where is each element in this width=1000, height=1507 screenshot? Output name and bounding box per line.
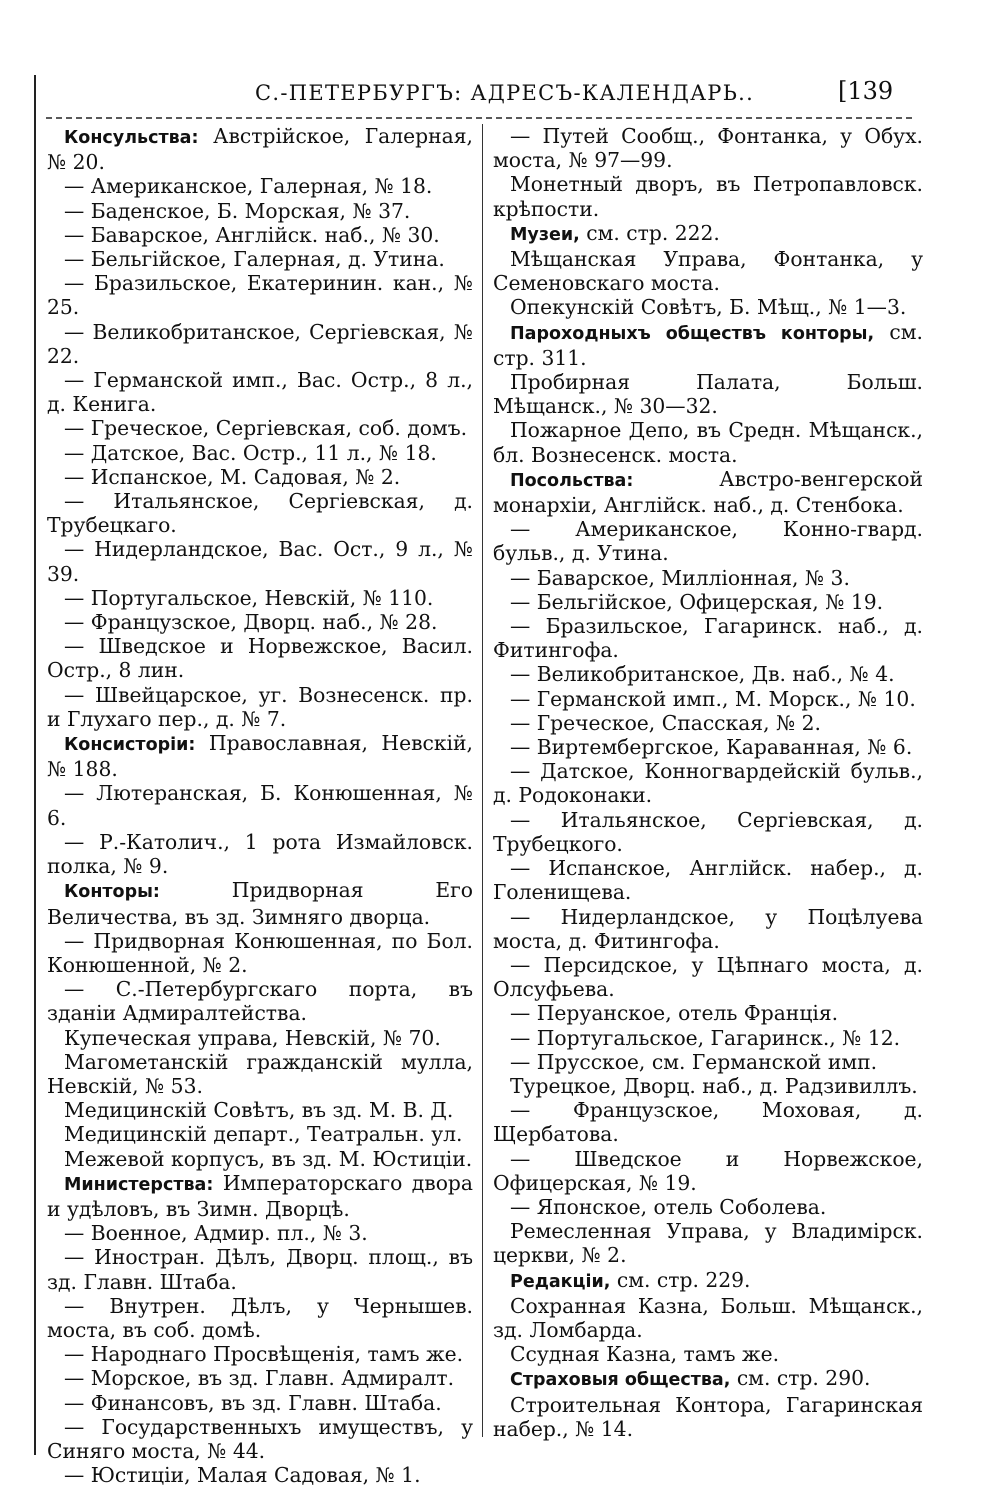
entry-text: — Американское, Конно-гвард. бульв., д. Утина. — [493, 517, 923, 566]
entry-text: — Внутрен. Дѣлъ, у Чернышев. моста, въ соб. домѣ. — [47, 1293, 473, 1342]
entry-text: — Персидское, у Цѣпнаго моста, д. Олсуфьева. — [493, 952, 923, 1002]
directory-entry — [47, 320, 473, 368]
directory-entry — [493, 1001, 923, 1025]
directory-entry — [493, 759, 923, 807]
entry-text: см. стр. 311. — [493, 319, 923, 370]
entry-text: см. стр. 222. — [579, 220, 720, 245]
right-column — [493, 124, 923, 1441]
entry-heading: Пароходныхъ обществъ конторы, — [510, 323, 875, 344]
entry-heading: Музеи, — [510, 224, 580, 245]
running-header: С.-ПЕТЕРБУРГЪ: АДРЕСЪ-КАЛЕНДАРЬ.. — [255, 81, 755, 105]
directory-entry — [493, 711, 923, 735]
directory-entry — [47, 441, 473, 465]
entry-heading: Посольства: — [510, 470, 634, 491]
entry-text: — Великобританское, Дв. наб., № 4. — [510, 662, 895, 687]
entry-text: Монетный дворъ, въ Петропавловск. крѣпости. — [493, 172, 923, 221]
entry-heading: Страховыя общества, — [510, 1370, 731, 1391]
entry-text: — Военное, Адмир. пл., № 3. — [64, 1221, 368, 1246]
directory-entry — [493, 1195, 923, 1219]
directory-entry — [493, 1050, 923, 1074]
entry-text: Австро-венгерской монархіи, Англійск. наб., д. Стенбока. — [493, 466, 923, 518]
entry-text: — С.-Петербургскаго порта, въ зданіи Адмиралтейства. — [47, 977, 473, 1026]
directory-entry — [493, 1342, 923, 1366]
entry-text: — Французское, Моховая, д. Щербатова. — [493, 1098, 923, 1147]
entry-text: Строительная Контора, Гагаринская набер., № 14. — [493, 1392, 923, 1441]
directory-entry — [47, 1221, 473, 1245]
directory-entry — [47, 223, 473, 247]
directory-entry — [493, 566, 923, 590]
directory-entry — [493, 662, 923, 686]
entry-text: Придворная Его Величества, въ зд. Зимняго дворца. — [47, 878, 473, 929]
directory-entry — [493, 1074, 923, 1098]
directory-entry — [493, 856, 923, 904]
entry-text: — Шведское и Норвежское, Офицерская, № 19. — [493, 1146, 923, 1195]
directory-entry — [47, 1026, 473, 1050]
entry-text: — Баденское, Б. Морская, № 37. — [64, 198, 411, 223]
entry-text: — Р.-Католич., 1 рота Измайловск. полка, № 9. — [47, 829, 473, 879]
entry-text: — Итальянское, Сергіевская, д. Трубецкаго. — [47, 489, 473, 538]
directory-entry — [493, 614, 923, 662]
directory-entry — [47, 416, 473, 440]
entry-text: — Финансовъ, въ зд. Главн. Штаба. — [64, 1390, 442, 1415]
entry-text: — Германской имп., М. Морск., № 10. — [510, 686, 916, 711]
entry-text: см. стр. 290. — [730, 1366, 871, 1391]
page-frame-line — [34, 75, 36, 1455]
directory-entry — [47, 683, 473, 731]
directory-entry — [47, 977, 473, 1025]
entry-text: — Прусское, см. Германской имп. — [510, 1049, 878, 1074]
entry-text: — Греческое, Спасская, № 2. — [510, 710, 821, 735]
entry-text: — Швейцарское, уг. Вознесенск. пр. и Глухаго пер., д. № 7. — [47, 682, 473, 731]
directory-entry — [493, 247, 923, 295]
entry-text: — Морское, въ зд. Главн. Адмиралт. — [64, 1366, 455, 1391]
directory-entry — [493, 1294, 923, 1342]
directory-entry — [47, 1147, 473, 1171]
directory-entry — [493, 953, 923, 1001]
directory-entry — [493, 124, 923, 172]
directory-entry — [493, 320, 923, 370]
entry-text: — Итальянское, Сергіевская, д. Трубецкого. — [493, 807, 923, 856]
directory-entry — [493, 221, 923, 247]
entry-text: Императорскаго двора и удѣловъ, въ Зимн. Дворцѣ. — [47, 1170, 473, 1221]
directory-entry — [47, 1171, 473, 1221]
directory-entry — [47, 124, 473, 174]
directory-entry — [47, 781, 473, 829]
directory-entry — [493, 467, 923, 517]
entry-text: — Португальское, Гагаринск., № 12. — [510, 1025, 901, 1050]
entry-text: — Лютеранская, Б. Конюшенная, № 6. — [47, 781, 473, 830]
entry-text: — Нидерландское, Вас. Ост., 9 л., № 39. — [47, 537, 473, 586]
directory-entry — [493, 370, 923, 418]
entry-text: Ремесленная Управа, у Владимірск. церкви, № 2. — [493, 1219, 923, 1268]
directory-entry — [47, 610, 473, 634]
entry-text: — Испанское, Англійск. набер., д. Голенищева. — [493, 856, 923, 905]
entry-text: — Испанское, М. Садовая, № 2. — [64, 464, 401, 489]
entry-heading: Конторы: — [64, 882, 160, 903]
entry-text: Православная, Невскій, № 188. — [47, 731, 473, 782]
entry-heading: Консисторіи: — [64, 735, 196, 756]
entry-heading: Редакціи, — [510, 1271, 611, 1292]
directory-entry — [47, 830, 473, 878]
directory-entry — [493, 418, 923, 466]
entry-text: — Португальское, Невскій, № 110. — [64, 585, 434, 610]
directory-entry — [47, 586, 473, 610]
page-number: [139 — [838, 77, 894, 105]
directory-entry — [493, 590, 923, 614]
column-divider — [482, 124, 483, 1437]
directory-entry — [493, 172, 923, 220]
directory-entry — [493, 1147, 923, 1195]
entry-text: — Бразильское, Екатеринин. кан., № 25. — [47, 271, 473, 320]
entry-text: — Бельгійское, Офицерская, № 19. — [510, 589, 884, 614]
directory-entry — [493, 905, 923, 953]
directory-entry — [493, 517, 923, 565]
entry-text: — Путей Сообщ., Фонтанка, у Обух. моста, № 97—99. — [493, 124, 923, 173]
entry-text: Межевой корпусъ, въ зд. М. Юстиціи. — [64, 1146, 473, 1171]
directory-entry — [47, 1366, 473, 1390]
directory-entry — [47, 489, 473, 537]
entry-text: — Нидерландское, у Поцѣлуева моста, д. Фитингофа. — [493, 904, 923, 953]
directory-entry — [47, 1122, 473, 1146]
directory-entry — [493, 1098, 923, 1146]
entry-text: — Японское, отель Соболева. — [510, 1194, 827, 1219]
entry-text: — Датское, Конногвардейскій бульв., д. Родоконаки. — [493, 759, 923, 808]
entry-text: — Греческое, Сергіевская, соб. домъ. — [64, 416, 468, 441]
directory-entry — [493, 1219, 923, 1267]
entry-text: Австрійское, Галерная, № 20. — [47, 124, 473, 175]
entry-heading: Министерства: — [64, 1174, 214, 1195]
entry-text: — Шведское и Норвежское, Васил. Остр., 8 лин. — [47, 634, 473, 683]
entry-text: — Народнаго Просвѣщенія, тамъ же. — [64, 1342, 464, 1367]
directory-entry — [47, 368, 473, 416]
directory-entry — [47, 537, 473, 585]
directory-entry — [47, 1245, 473, 1293]
entry-text: Ссудная Казна, тамъ же. — [510, 1342, 780, 1367]
directory-entry — [47, 1294, 473, 1342]
entry-text: — Великобританское, Сергіевская, № 22. — [47, 319, 473, 368]
entry-text: — Американское, Галерная, № 18. — [64, 174, 433, 199]
directory-entry — [47, 465, 473, 489]
directory-entry — [493, 295, 923, 319]
entry-text: — Бразильское, Гагаринск. наб., д. Фитингофа. — [493, 614, 923, 663]
directory-entry — [493, 808, 923, 856]
entry-text: — Баварское, Англійск. наб., № 30. — [64, 222, 440, 247]
entry-text: — Французское, Дворц. наб., № 28. — [64, 610, 438, 635]
entry-heading: Консульства: — [64, 128, 199, 148]
entry-text: Медицинскій Совѣтъ, въ зд. М. В. Д. — [64, 1098, 454, 1123]
entry-text: Магометанскій гражданскій мулла, Невскій, № 53. — [47, 1049, 473, 1098]
directory-entry — [47, 1050, 473, 1098]
directory-entry — [493, 1026, 923, 1050]
entry-text: — Баварское, Милліонная, № 3. — [510, 565, 850, 590]
directory-entry — [47, 1098, 473, 1122]
entry-text: Мѣщанская Управа, Фонтанка, у Семеновскаго моста. — [493, 247, 923, 296]
entry-text: — Юстиціи, Малая Садовая, № 1. — [64, 1463, 421, 1488]
entry-text: — Государственныхъ имуществъ, у Синяго моста, № 44. — [47, 1414, 473, 1463]
directory-entry — [493, 735, 923, 759]
directory-entry — [493, 1366, 923, 1392]
entry-text: — Датское, Вас. Остр., 11 л., № 18. — [64, 440, 437, 465]
entry-text: Турецкое, Дворц. наб., д. Радзивиллъ. — [510, 1073, 918, 1098]
directory-entry — [47, 929, 473, 977]
entry-text: — Иностран. Дѣлъ, Дворц. площ., въ зд. Главн. Штаба. — [47, 1245, 473, 1294]
left-column — [47, 124, 473, 1487]
entry-text: — Бельгійское, Галерная, д. Утина. — [64, 247, 445, 272]
directory-entry — [47, 1342, 473, 1366]
directory-entry — [47, 174, 473, 198]
entry-text: — Перуанское, отель Франція. — [510, 1001, 839, 1026]
directory-entry — [493, 1268, 923, 1294]
directory-entry — [47, 1415, 473, 1463]
entry-text: — Виртембергское, Караванная, № 6. — [510, 735, 913, 760]
entry-text: — Германской имп., Вас. Остр., 8 л., д. Кенига. — [47, 368, 473, 417]
directory-entry — [493, 687, 923, 711]
directory-entry — [47, 1391, 473, 1415]
header-rule — [46, 114, 912, 122]
entry-text: см. стр. 229. — [610, 1267, 751, 1292]
directory-entry — [47, 634, 473, 682]
entry-text: Пробирная Палата, Больш. Мѣщанск., № 30—32. — [493, 370, 923, 419]
entry-text: Пожарное Депо, въ Средн. Мѣщанск., бл. Вознесенск. моста. — [493, 418, 923, 467]
directory-entry — [47, 247, 473, 271]
directory-entry — [47, 731, 473, 781]
entry-text: Опекунскій Совѣтъ, Б. Мѣщ., № 1—3. — [510, 295, 907, 320]
entry-text: Медицинскій департ., Театральн. ул. — [64, 1122, 463, 1147]
directory-entry — [493, 1393, 923, 1441]
directory-entry — [47, 199, 473, 223]
directory-entry — [47, 1463, 473, 1487]
directory-entry — [47, 878, 473, 928]
directory-entry — [47, 271, 473, 319]
entry-text: Купеческая управа, Невскій, № 70. — [64, 1025, 441, 1050]
entry-text: Сохранная Казна, Больш. Мѣщанск., зд. Ломбарда. — [493, 1293, 923, 1342]
entry-text: — Придворная Конюшенная, по Бол. Конюшенной, № 2. — [47, 928, 473, 977]
